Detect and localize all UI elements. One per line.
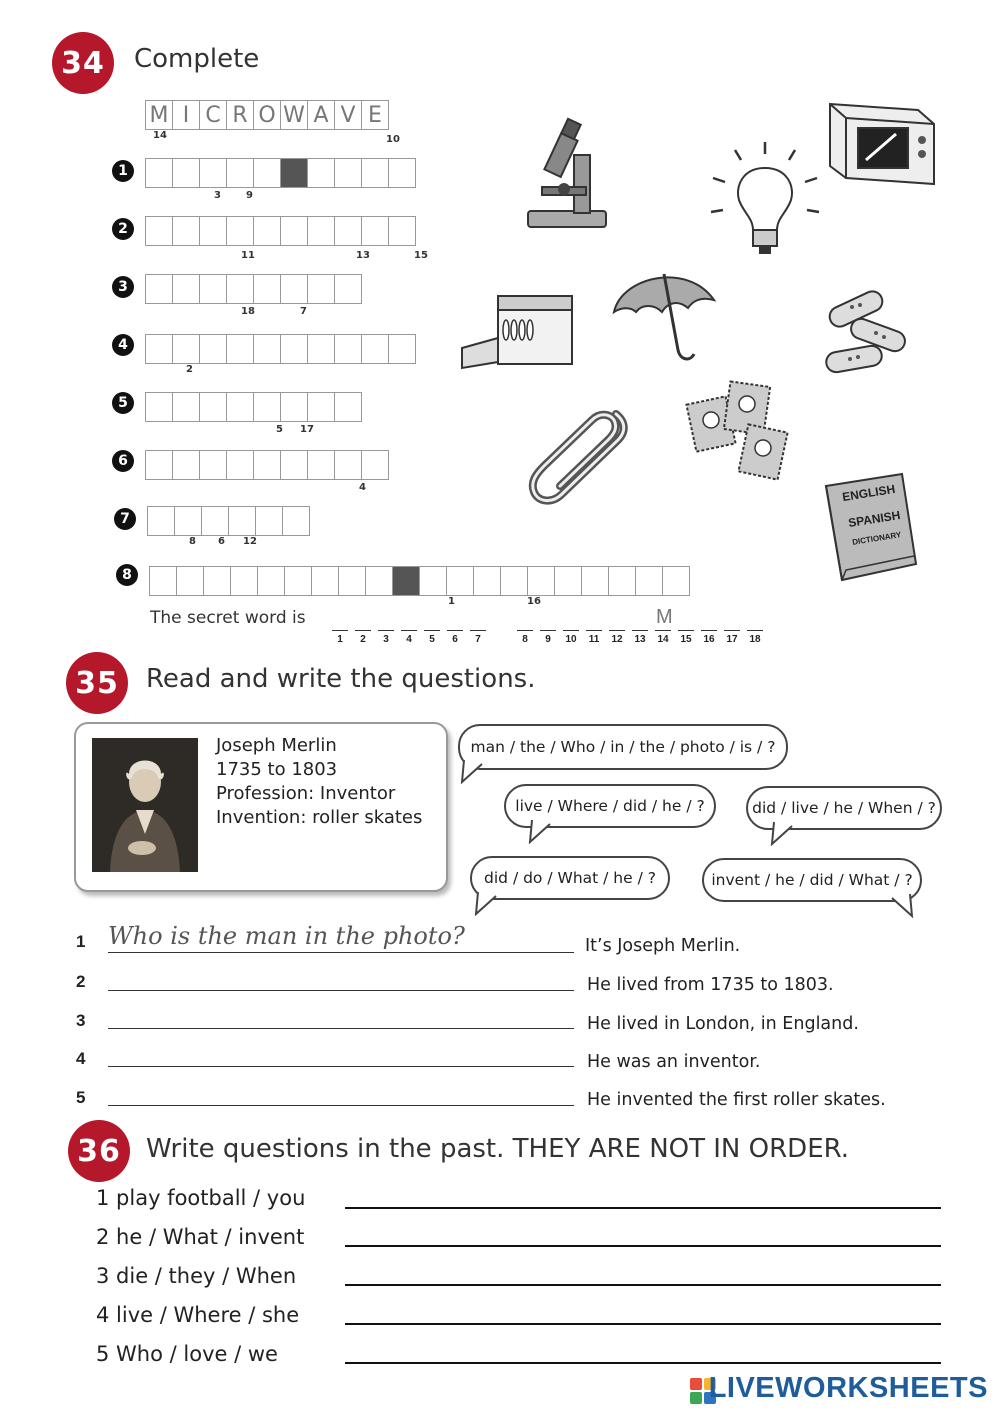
blank-cell[interactable] [226, 450, 254, 480]
blank-cell[interactable] [473, 566, 501, 596]
blank-cell[interactable] [199, 216, 227, 246]
secret-slot[interactable]: 16 [701, 630, 717, 645]
blank-cell[interactable] [307, 158, 335, 188]
secret-slot[interactable]: 2 [355, 630, 371, 645]
word-8-cells[interactable] [150, 566, 690, 596]
answer-text: He invented the first roller skates. [587, 1090, 886, 1110]
question-number: 1 [76, 932, 86, 951]
light-bulb-icon [705, 138, 825, 263]
blank-cell[interactable] [145, 392, 173, 422]
blank-cell[interactable] [361, 450, 389, 480]
exercise-36-title: Write questions in the past. THEY ARE NOT IN ORDER. [146, 1134, 850, 1164]
blank-cell[interactable] [253, 450, 281, 480]
blank-cell[interactable] [199, 334, 227, 364]
exercise-35-badge: 35 [66, 652, 128, 714]
blank-cell[interactable] [334, 392, 362, 422]
blank-cell[interactable] [226, 216, 254, 246]
answer-text: He lived from 1735 to 1803. [587, 975, 834, 995]
row-number: 6 [112, 450, 134, 472]
portrait-figure [92, 738, 198, 872]
cell-number: 3 [214, 190, 221, 201]
word-1-cells[interactable] [146, 158, 416, 188]
blank-cell[interactable] [280, 216, 308, 246]
question-number: 4 [76, 1049, 86, 1068]
blank-cell[interactable] [334, 450, 362, 480]
blank-cell[interactable] [419, 566, 447, 596]
word-2-cells[interactable] [146, 216, 416, 246]
secret-slot[interactable]: 1 [332, 630, 348, 645]
letter-cell: C [199, 100, 227, 130]
writing-line[interactable] [345, 1323, 941, 1325]
bubble-tail [770, 822, 800, 846]
card-name: Joseph Merlin [216, 735, 337, 756]
secret-slot[interactable]: 18 [747, 630, 763, 645]
shaded-cell [280, 158, 308, 188]
question-line[interactable] [108, 990, 574, 991]
blank-cell[interactable] [255, 506, 283, 536]
blank-cell[interactable] [176, 566, 204, 596]
blank-cell[interactable] [172, 450, 200, 480]
blank-cell[interactable] [253, 334, 281, 364]
blank-cell[interactable] [307, 450, 335, 480]
secret-slot[interactable]: 4 [401, 630, 417, 645]
blank-cell[interactable] [581, 566, 609, 596]
example-word-cells [146, 100, 389, 130]
blank-cell[interactable] [172, 334, 200, 364]
blank-cell[interactable] [174, 506, 202, 536]
blank-cell[interactable] [253, 216, 281, 246]
letter-cell: I [172, 100, 200, 130]
blank-cell[interactable] [388, 334, 416, 364]
blank-cell[interactable] [635, 566, 663, 596]
cell-number: 4 [359, 482, 366, 493]
blank-cell[interactable] [226, 334, 254, 364]
blank-cell[interactable] [307, 274, 335, 304]
prompt-text: 5 Who / love / we [96, 1342, 278, 1366]
card-invention: Invention: roller skates [216, 807, 423, 828]
blank-cell[interactable] [388, 158, 416, 188]
blank-cell[interactable] [361, 158, 389, 188]
prompt-text: 2 he / What / invent [96, 1225, 305, 1249]
cell-number: 18 [241, 306, 255, 317]
exercise-34-title: Complete [134, 44, 260, 74]
blank-cell[interactable] [608, 566, 636, 596]
letter-cell: V [334, 100, 362, 130]
blank-cell[interactable] [145, 274, 173, 304]
blank-cell[interactable] [527, 566, 555, 596]
cell-number: 10 [386, 134, 400, 145]
card-text [216, 734, 422, 830]
question-line[interactable] [108, 1105, 574, 1106]
letter-cell: O [253, 100, 281, 130]
secret-slot[interactable]: 14 [655, 630, 671, 645]
blank-cell[interactable] [199, 450, 227, 480]
prompt-text: 3 die / they / When [96, 1264, 297, 1288]
blank-cell[interactable] [334, 274, 362, 304]
letter-cell: E [361, 100, 389, 130]
blank-cell[interactable] [307, 334, 335, 364]
secret-slot[interactable]: 7 [470, 630, 486, 645]
writing-line[interactable] [345, 1245, 941, 1247]
writing-line[interactable] [345, 1284, 941, 1286]
letter-cell: A [307, 100, 335, 130]
speech-bubble: invent / he / did / What / ? [702, 858, 922, 902]
speech-bubble: did / live / he / When / ? [746, 786, 942, 830]
exercise-34-badge: 34 [52, 32, 114, 94]
secret-slot[interactable]: 9 [540, 630, 556, 645]
dictionary-word: DICTIONARY [851, 530, 902, 547]
cell-number: 14 [153, 130, 167, 141]
speech-bubble: live / Where / did / he / ? [504, 784, 716, 828]
word-7-cells[interactable] [148, 506, 310, 536]
bubble-tail [884, 894, 914, 918]
blank-cell[interactable] [334, 216, 362, 246]
dictionary-icon [820, 472, 920, 582]
blank-cell[interactable] [230, 566, 258, 596]
blank-cell[interactable] [500, 566, 528, 596]
blank-cell[interactable] [226, 274, 254, 304]
blank-cell[interactable] [280, 274, 308, 304]
secret-slot[interactable]: 5 [424, 630, 440, 645]
blank-cell[interactable] [199, 158, 227, 188]
secret-slot[interactable]: 17 [724, 630, 740, 645]
blank-cell[interactable] [311, 566, 339, 596]
secret-slot[interactable]: 3 [378, 630, 394, 645]
blank-cell[interactable] [172, 216, 200, 246]
blank-cell[interactable] [365, 566, 393, 596]
blank-cell[interactable] [338, 566, 366, 596]
cell-number: 8 [189, 536, 196, 547]
liveworksheets-logo: LIVEWORKSHEETS [708, 1372, 988, 1404]
exercise-35-title: Read and write the questions. [146, 664, 536, 694]
blank-cell[interactable] [282, 506, 310, 536]
shaded-cell [392, 566, 420, 596]
prompt-text: 1 play football / you [96, 1186, 306, 1210]
question-line[interactable] [108, 1028, 574, 1029]
blank-cell[interactable] [253, 392, 281, 422]
cell-number: 7 [300, 306, 307, 317]
cell-number: 11 [241, 250, 255, 261]
blank-cell[interactable] [257, 566, 285, 596]
writing-line[interactable] [345, 1207, 941, 1209]
bubble-tail [528, 820, 558, 844]
umbrella-icon [608, 262, 720, 368]
cell-number: 2 [186, 364, 193, 375]
blank-cell[interactable] [334, 158, 362, 188]
blank-cell[interactable] [145, 334, 173, 364]
secret-word-label: The secret word is [150, 608, 306, 628]
answer-text: He lived in London, in England. [587, 1014, 859, 1034]
cell-number: 12 [243, 536, 257, 547]
word-4-cells[interactable] [146, 334, 416, 364]
row-number: 8 [116, 564, 138, 586]
secret-slot[interactable]: 13 [632, 630, 648, 645]
question-number: 3 [76, 1011, 86, 1030]
secret-given-letter: M [656, 606, 673, 628]
blank-cell[interactable] [172, 274, 200, 304]
letter-cell: R [226, 100, 254, 130]
word-3-cells[interactable] [146, 274, 362, 304]
blank-cell[interactable] [199, 392, 227, 422]
blank-cell[interactable] [172, 158, 200, 188]
dictionary-word: ENGLISH [841, 481, 897, 505]
blank-cell[interactable] [280, 392, 308, 422]
blank-cell[interactable] [145, 158, 173, 188]
question-line[interactable] [108, 952, 574, 953]
bubble-tail [460, 760, 490, 784]
blank-cell[interactable] [253, 158, 281, 188]
exercise-36-badge: 36 [68, 1120, 130, 1182]
blank-cell[interactable] [662, 566, 690, 596]
blank-cell[interactable] [145, 216, 173, 246]
portrait-image [92, 738, 198, 872]
secret-slot[interactable]: 6 [447, 630, 463, 645]
blank-cell[interactable] [226, 158, 254, 188]
blank-cell[interactable] [201, 506, 229, 536]
blank-cell[interactable] [280, 450, 308, 480]
word-5-cells[interactable] [146, 392, 362, 422]
dictionary-word: SPANISH [847, 507, 902, 531]
blank-cell[interactable] [446, 566, 474, 596]
plasters-icon [822, 285, 914, 381]
blank-cell[interactable] [172, 392, 200, 422]
cell-number: 9 [246, 190, 253, 201]
cell-number: 17 [300, 424, 314, 435]
blank-cell[interactable] [280, 334, 308, 364]
cell-number: 1 [448, 596, 455, 607]
blank-cell[interactable] [307, 216, 335, 246]
secret-slot[interactable]: 11 [586, 630, 602, 645]
stamps-icon [685, 378, 800, 482]
bubble-tail [474, 892, 504, 916]
prompt-text: 4 live / Where / she [96, 1303, 300, 1327]
secret-slot[interactable]: 10 [563, 630, 579, 645]
cell-number: 5 [276, 424, 283, 435]
blank-cell[interactable] [203, 566, 231, 596]
secret-slot[interactable]: 15 [678, 630, 694, 645]
cell-number: 13 [356, 250, 370, 261]
cell-number: 15 [414, 250, 428, 261]
microwave-icon [826, 100, 938, 188]
blank-cell[interactable] [199, 274, 227, 304]
cell-number: 6 [218, 536, 225, 547]
row-number: 4 [112, 334, 134, 356]
blank-cell[interactable] [334, 334, 362, 364]
blank-cell[interactable] [228, 506, 256, 536]
row-number: 7 [114, 508, 136, 530]
paper-clip-icon [526, 402, 638, 510]
blank-cell[interactable] [361, 216, 389, 246]
blank-cell[interactable] [149, 566, 177, 596]
letter-cell: W [280, 100, 308, 130]
blank-cell[interactable] [147, 506, 175, 536]
row-number: 2 [112, 218, 134, 240]
writing-line[interactable] [345, 1362, 941, 1364]
blank-cell[interactable] [554, 566, 582, 596]
speech-bubble: did / do / What / he / ? [470, 856, 670, 900]
blank-cell[interactable] [361, 334, 389, 364]
example-answer: Who is the man in the photo? [108, 922, 465, 950]
info-card [74, 722, 448, 892]
row-number: 1 [112, 160, 134, 182]
dishwasher-icon [458, 292, 576, 370]
blank-cell[interactable] [253, 274, 281, 304]
secret-slot[interactable]: 8 [517, 630, 533, 645]
blank-cell[interactable] [388, 216, 416, 246]
cell-number: 16 [527, 596, 541, 607]
row-number: 5 [112, 392, 134, 414]
blank-cell[interactable] [307, 392, 335, 422]
word-6-cells[interactable] [146, 450, 389, 480]
blank-cell[interactable] [145, 450, 173, 480]
microscope-icon [520, 115, 610, 235]
speech-bubble: man / the / Who / in / the / photo / is / ? [458, 724, 788, 770]
card-profession: Profession: Inventor [216, 783, 396, 804]
card-dates: 1735 to 1803 [216, 759, 338, 780]
blank-cell[interactable] [226, 392, 254, 422]
secret-slot[interactable]: 12 [609, 630, 625, 645]
row-number: 3 [112, 276, 134, 298]
question-number: 5 [76, 1088, 86, 1107]
question-line[interactable] [108, 1066, 574, 1067]
letter-cell: M [145, 100, 173, 130]
blank-cell[interactable] [284, 566, 312, 596]
answer-text: He was an inventor. [587, 1052, 761, 1072]
answer-text: It’s Joseph Merlin. [585, 936, 741, 956]
question-number: 2 [76, 972, 86, 991]
